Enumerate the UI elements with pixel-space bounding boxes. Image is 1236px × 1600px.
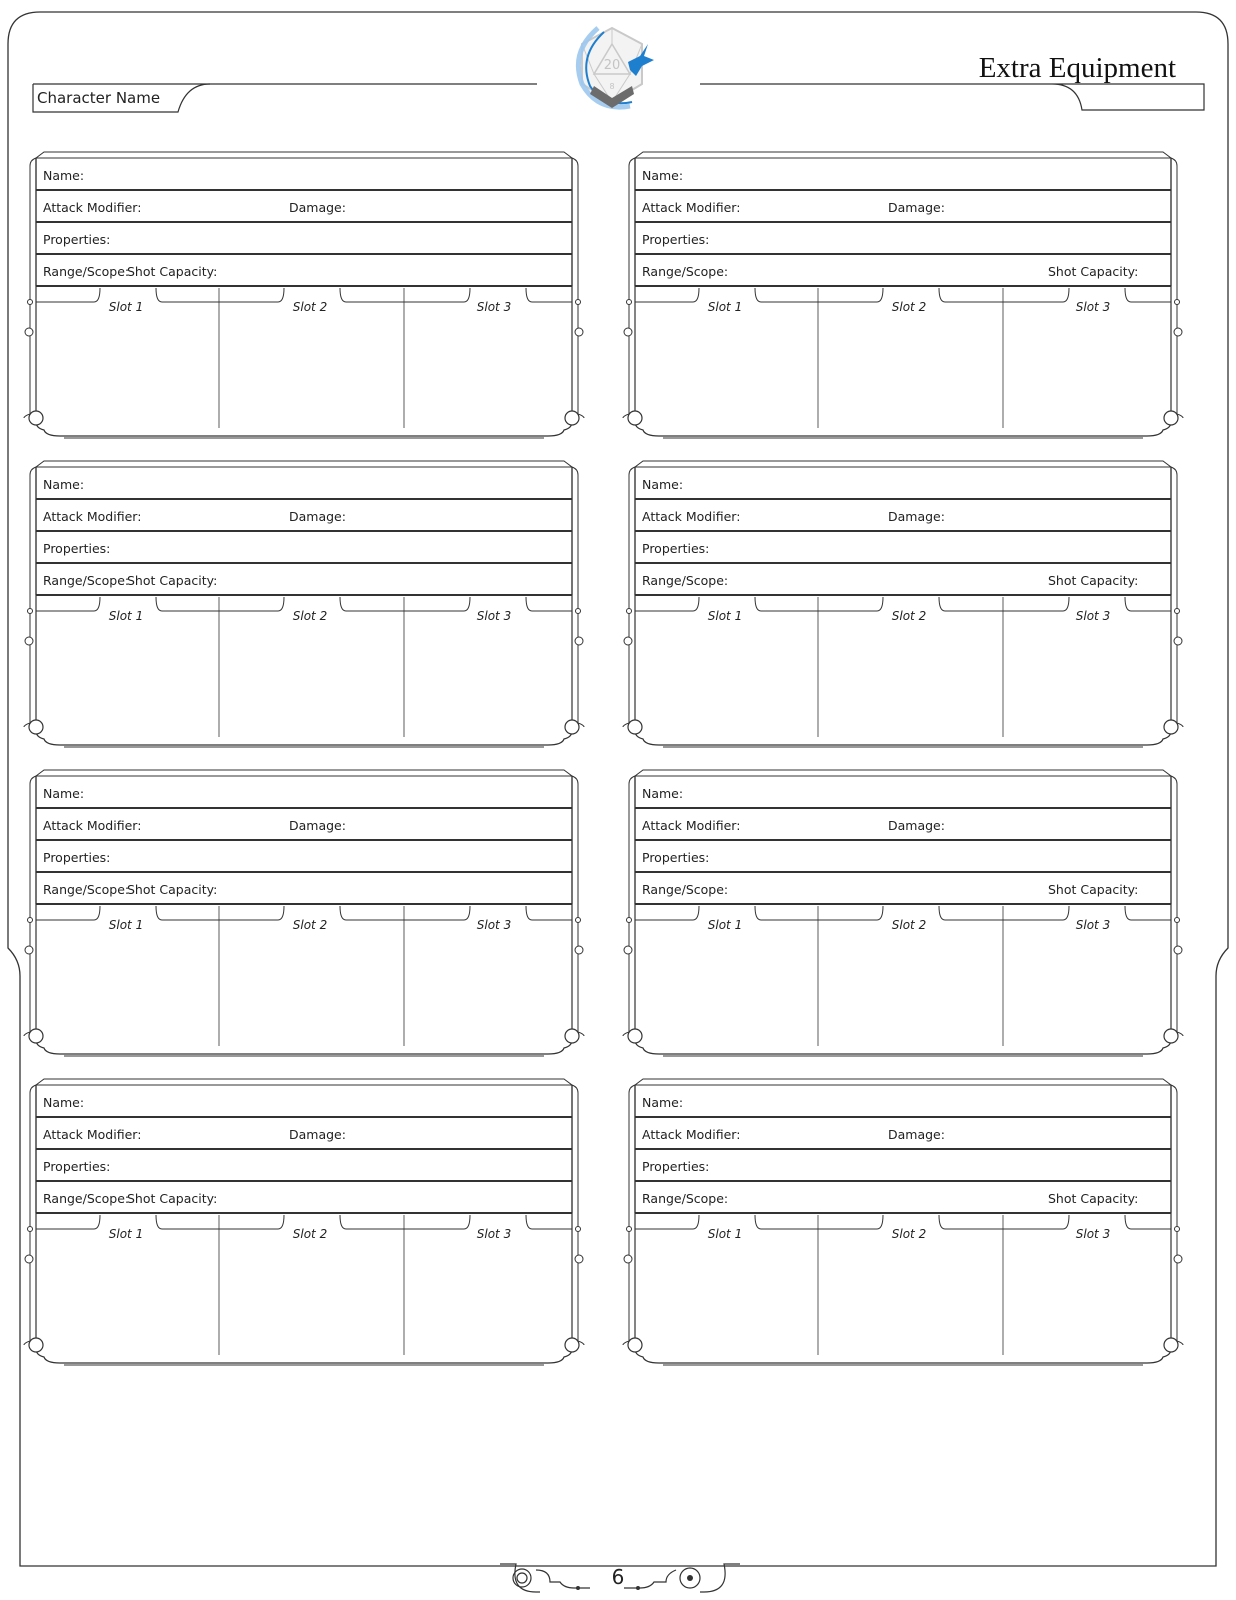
name-field[interactable] — [31, 1087, 579, 1119]
name-field[interactable] — [31, 160, 579, 192]
shot-capacity-label: Shot Capacity: — [1048, 882, 1139, 897]
properties-field[interactable] — [31, 842, 579, 874]
slot-label: Slot 1 — [707, 609, 743, 623]
slot-label: Slot 3 — [476, 918, 512, 932]
range-capacity-field[interactable] — [630, 256, 1178, 288]
name-field[interactable] — [630, 160, 1178, 192]
range-capacity-field[interactable] — [630, 565, 1178, 597]
shot-capacity-label: Shot Capacity: — [127, 264, 218, 279]
name-label: Name: — [43, 168, 85, 183]
slot-area[interactable] — [635, 306, 817, 441]
shot-capacity-label: Shot Capacity: — [127, 1191, 218, 1206]
attack-modifier-label: Attack Modifier: — [642, 200, 741, 215]
equipment-card — [16, 1079, 592, 1369]
range-scope-label: Range/Scope: — [642, 264, 729, 279]
slot-area[interactable] — [36, 306, 218, 441]
slot-label: Slot 1 — [108, 918, 144, 932]
logo-die-lower-number: 8 — [609, 82, 615, 91]
slot-label: Slot 1 — [108, 1227, 144, 1241]
shot-capacity-label: Shot Capacity: — [1048, 1191, 1139, 1206]
slot-label: Slot 2 — [891, 1227, 927, 1241]
slot-label: Slot 3 — [1075, 300, 1111, 314]
equipment-card — [16, 770, 592, 1060]
attack-damage-field[interactable] — [630, 1119, 1178, 1151]
properties-label: Properties: — [642, 541, 710, 556]
slot-area[interactable] — [36, 615, 218, 750]
slot-area[interactable] — [819, 306, 1001, 441]
properties-field[interactable] — [31, 224, 579, 256]
slot-area[interactable] — [819, 924, 1001, 1059]
attack-damage-field[interactable] — [31, 192, 579, 224]
slot-area[interactable] — [635, 615, 817, 750]
slot-area[interactable] — [635, 924, 817, 1059]
equipment-card — [615, 461, 1191, 751]
attack-damage-field[interactable] — [31, 501, 579, 533]
slot-area[interactable] — [1004, 306, 1186, 441]
name-field[interactable] — [31, 469, 579, 501]
damage-label: Damage: — [289, 818, 346, 833]
range-scope-label: Range/Scope: — [43, 1191, 130, 1206]
slot-area[interactable] — [405, 1233, 587, 1368]
range-capacity-field[interactable] — [630, 874, 1178, 906]
slot-area[interactable] — [819, 1233, 1001, 1368]
range-capacity-field[interactable] — [31, 256, 579, 288]
damage-label: Damage: — [289, 509, 346, 524]
properties-label: Properties: — [43, 1159, 111, 1174]
shot-capacity-label: Shot Capacity: — [127, 573, 218, 588]
attack-modifier-label: Attack Modifier: — [43, 818, 142, 833]
slot-label: Slot 2 — [891, 609, 927, 623]
slot-area[interactable] — [405, 306, 587, 441]
range-capacity-field[interactable] — [630, 1183, 1178, 1215]
slot-label: Slot 3 — [1075, 918, 1111, 932]
slot-area[interactable] — [635, 1233, 817, 1368]
name-field[interactable] — [630, 1087, 1178, 1119]
properties-field[interactable] — [31, 533, 579, 565]
slot-label: Slot 3 — [476, 300, 512, 314]
slot-area[interactable] — [220, 306, 402, 441]
attack-damage-field[interactable] — [630, 501, 1178, 533]
attack-modifier-label: Attack Modifier: — [642, 509, 741, 524]
properties-label: Properties: — [43, 541, 111, 556]
damage-label: Damage: — [289, 1127, 346, 1142]
name-field[interactable] — [630, 778, 1178, 810]
range-scope-label: Range/Scope: — [43, 264, 130, 279]
shot-capacity-label: Shot Capacity: — [127, 882, 218, 897]
attack-modifier-label: Attack Modifier: — [43, 1127, 142, 1142]
range-capacity-field[interactable] — [31, 1183, 579, 1215]
slot-area[interactable] — [36, 924, 218, 1059]
name-field[interactable] — [31, 778, 579, 810]
slot-area[interactable] — [1004, 924, 1186, 1059]
equipment-card — [615, 152, 1191, 442]
slot-label: Slot 1 — [707, 300, 743, 314]
name-label: Name: — [642, 168, 684, 183]
damage-label: Damage: — [888, 1127, 945, 1142]
attack-damage-field[interactable] — [630, 810, 1178, 842]
slot-area[interactable] — [220, 1233, 402, 1368]
attack-modifier-label: Attack Modifier: — [642, 818, 741, 833]
properties-field[interactable] — [630, 224, 1178, 256]
properties-field[interactable] — [31, 1151, 579, 1183]
logo-die-number: 20 — [603, 58, 621, 73]
slot-label: Slot 1 — [707, 918, 743, 932]
damage-label: Damage: — [888, 509, 945, 524]
slot-area[interactable] — [36, 1233, 218, 1368]
attack-damage-field[interactable] — [630, 192, 1178, 224]
properties-label: Properties: — [642, 850, 710, 865]
character-name-field[interactable]: Character Name — [37, 89, 161, 107]
range-capacity-field[interactable] — [31, 874, 579, 906]
slot-label: Slot 2 — [292, 1227, 328, 1241]
equipment-card — [16, 461, 592, 751]
name-label: Name: — [642, 1095, 684, 1110]
slot-area[interactable] — [220, 924, 402, 1059]
range-scope-label: Range/Scope: — [642, 573, 729, 588]
properties-field[interactable] — [630, 533, 1178, 565]
slot-area[interactable] — [405, 924, 587, 1059]
name-label: Name: — [43, 1095, 85, 1110]
equipment-card — [615, 1079, 1191, 1369]
slot-label: Slot 3 — [1075, 1227, 1111, 1241]
page-title: Extra Equipment — [978, 52, 1176, 84]
name-field[interactable] — [630, 469, 1178, 501]
damage-label: Damage: — [289, 200, 346, 215]
slot-area[interactable] — [405, 615, 587, 750]
slot-label: Slot 1 — [707, 1227, 743, 1241]
slot-area[interactable] — [1004, 615, 1186, 750]
slot-label: Slot 1 — [108, 300, 144, 314]
slot-label: Slot 3 — [476, 609, 512, 623]
equipment-card — [16, 152, 592, 442]
damage-label: Damage: — [888, 818, 945, 833]
name-label: Name: — [43, 477, 85, 492]
properties-label: Properties: — [43, 850, 111, 865]
range-scope-label: Range/Scope: — [642, 1191, 729, 1206]
slot-label: Slot 2 — [891, 300, 927, 314]
page-number: 6 — [611, 1565, 625, 1589]
shot-capacity-label: Shot Capacity: — [1048, 264, 1139, 279]
slot-label: Slot 3 — [1075, 609, 1111, 623]
slot-label: Slot 2 — [891, 918, 927, 932]
properties-label: Properties: — [43, 232, 111, 247]
name-label: Name: — [642, 786, 684, 801]
attack-damage-field[interactable] — [31, 1119, 579, 1151]
range-scope-label: Range/Scope: — [43, 573, 130, 588]
attack-damage-field[interactable] — [31, 810, 579, 842]
attack-modifier-label: Attack Modifier: — [642, 1127, 741, 1142]
slot-area[interactable] — [819, 615, 1001, 750]
equipment-card — [615, 770, 1191, 1060]
attack-modifier-label: Attack Modifier: — [43, 509, 142, 524]
name-label: Name: — [642, 477, 684, 492]
slot-label: Slot 1 — [108, 609, 144, 623]
attack-modifier-label: Attack Modifier: — [43, 200, 142, 215]
slot-label: Slot 3 — [476, 1227, 512, 1241]
slot-area[interactable] — [220, 615, 402, 750]
damage-label: Damage: — [888, 200, 945, 215]
d20-dragon-logo-icon — [568, 22, 668, 126]
slot-label: Slot 2 — [292, 300, 328, 314]
properties-label: Properties: — [642, 1159, 710, 1174]
slot-area[interactable] — [1004, 1233, 1186, 1368]
slot-label: Slot 2 — [292, 918, 328, 932]
range-scope-label: Range/Scope: — [43, 882, 130, 897]
name-label: Name: — [43, 786, 85, 801]
range-scope-label: Range/Scope: — [642, 882, 729, 897]
properties-label: Properties: — [642, 232, 710, 247]
properties-field[interactable] — [630, 842, 1178, 874]
slot-label: Slot 2 — [292, 609, 328, 623]
range-capacity-field[interactable] — [31, 565, 579, 597]
shot-capacity-label: Shot Capacity: — [1048, 573, 1139, 588]
properties-field[interactable] — [630, 1151, 1178, 1183]
